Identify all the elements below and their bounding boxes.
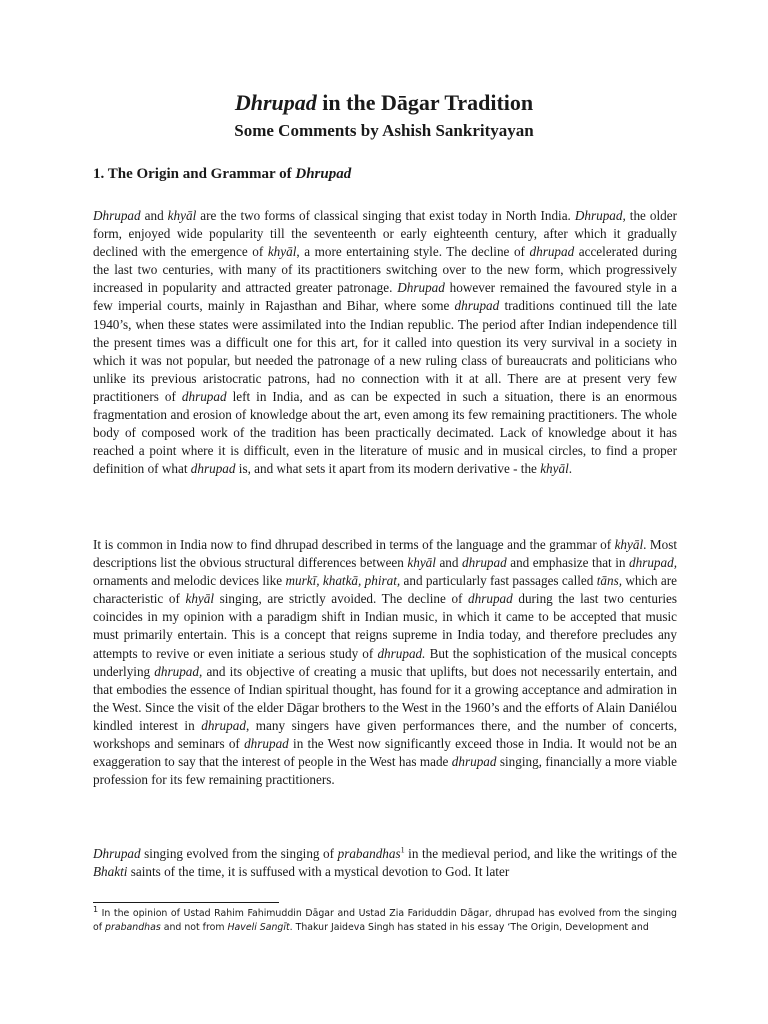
text-run: which are characteristic of (93, 573, 677, 607)
text-run: and emphasize that in (506, 555, 630, 571)
italic-term: dhrupad (181, 388, 227, 404)
section-heading-text: 1. The Origin and Grammar of (93, 166, 296, 182)
text-run: and particularly fast passages called (400, 573, 597, 589)
paragraph (93, 536, 677, 789)
text-run: accelerated during the last two centuries, with many of its practitioners switching over to the new form, which progressively increased in popularity and attracted greater patronage. (93, 244, 678, 296)
text-run: and its objective of creating a music that uplifts, but does not necessarily entertain, and that embodies the essence of Indian spiritual thought, has found for it a growing acceptance and admiration in the West. Since the visit of the elder Dāgar brothers to the West in the 1960’s and the efforts of Alain Daniélou kindled interest in (93, 663, 677, 733)
text-run: . Most descriptions list the obvious structural differences between (93, 537, 677, 571)
italic-term: tāns, (596, 573, 622, 589)
text-run: left in India, and as can be expected in such a situation, there is an enormous fragmentation and erosion of knowledge about the art, even among its few remaining practitioners. The whole body of composed work of the tradition has been practically decimated. Lack of knowledge about it has reached a point where it is difficult, even in the literature of music and in musical circles, to find a proper definition of what (93, 388, 677, 477)
italic-term: khyāl (185, 591, 215, 607)
italic-term: Dhrupad (93, 208, 141, 223)
text-run: and not from (160, 922, 228, 933)
text-run: ornaments and melodic devices like (93, 573, 286, 589)
section-heading (93, 164, 351, 184)
italic-term: khyāl (614, 537, 644, 552)
italic-term: khyāl (407, 555, 436, 571)
text-run: In the opinion of Ustad Rahim Fahimuddin Dāgar and Ustad Zia Fariduddin Dāgar, dhrupad has evolved from the singing of (93, 908, 677, 933)
text-run: singing, financially a more viable profession for its few remaining practitioners. (93, 754, 677, 788)
text-run: traditions continued till the late 1940’s, when these states were assimilated into the Indian republic. The period after Indian independence till the present times was a difficult one for this art, for it called into question its very survival in a society in which it was not popular, but needed the patronage of a new ruling class of bureaucrats and politicians who unlike its previous aristocratic patrons, had no connection with it at all. There are at present very few practitioners of (93, 298, 677, 404)
paragraph (93, 207, 677, 478)
italic-term: dhrupad (529, 244, 575, 260)
italic-term: Dhrupad (397, 280, 445, 296)
italic-term: prabandhas (105, 922, 161, 933)
italic-term: Haveli Sangīt (227, 922, 290, 933)
text-run: singing evolved from the singing of (140, 846, 338, 861)
italic-term: dhrupad, (154, 663, 203, 679)
italic-term: dhrupad (451, 754, 497, 770)
paragraph (93, 845, 677, 881)
italic-term: dhrupad (462, 555, 507, 571)
title-rest: in the Dāgar Tradition (316, 90, 534, 115)
italic-term: khyāl (267, 244, 297, 260)
title-italic: Dhrupad (234, 90, 317, 115)
italic-term: khyāl (540, 461, 569, 477)
text-run: and (140, 208, 168, 223)
text-run: and (435, 555, 463, 571)
footnote-divider (93, 902, 279, 903)
italic-term: dhrupad (468, 591, 513, 607)
italic-term: dhrupad. (377, 645, 426, 661)
italic-term: murkī, khatkā, phirat, (285, 573, 401, 589)
text-run: . (568, 461, 573, 477)
document-title (0, 89, 768, 117)
italic-term: khyāl (167, 208, 197, 223)
text-run: in the medieval period, and like the writings of the (404, 846, 677, 861)
italic-term: dhrupad (201, 717, 246, 733)
text-run: in the West now significantly exceed those in India. It would not be an exaggeration to say that the interest of people in the West has made (93, 736, 677, 770)
text-run: are the two forms of classical singing that exist today in North India. (196, 208, 575, 223)
text-run: It is common in India now to find dhrupad described in terms of the language and the grammar of (93, 537, 615, 552)
text-run: But the sophistication of the musical concepts underlying (93, 645, 677, 679)
text-run: . Thakur Jaideva Singh has stated in his essay ‘The Origin, Development and (289, 922, 649, 933)
text-run: , a more entertaining style. The decline of (296, 244, 530, 260)
italic-term: dhrupad, (629, 555, 678, 571)
italic-term: Bhakti (93, 864, 128, 880)
footnote-marker: 1 (400, 845, 405, 855)
text-run: during the last two centuries coincides in my opinion with a paradigm shift in Indian music, in which it came to be accepted that music must primarily entertain. This is a concept that reigns supreme in India today, and therefore precludes any attempts to revive or even initiate a serious study of (93, 591, 677, 661)
text-run: the older form, enjoyed wide popularity till the seventeenth or early eighteenth century, after which it gradually declined with the emergence of (93, 208, 677, 260)
text-run: singing, are strictly avoided. The decline of (214, 591, 469, 607)
italic-term: dhrupad (190, 461, 236, 477)
italic-term: Dhrupad, (574, 208, 626, 223)
text-run: saints of the time, it is suffused with a mystical devotion to God. It later (127, 864, 510, 880)
italic-term: prabandhas (337, 846, 401, 861)
italic-term: dhrupad (454, 298, 500, 314)
text-run: , many singers have given performances there, and the number of concerts, workshops and seminars of (93, 717, 677, 752)
text-run: however remained the favoured style in a few imperial courts, mainly in Rajasthan and Bihar, where some (93, 280, 677, 314)
document-subtitle: Some Comments by Ashish Sankrityayan (234, 121, 534, 140)
italic-term: dhrupad (244, 736, 289, 752)
footnote (93, 904, 677, 935)
italic-term: Dhrupad (93, 846, 141, 861)
text-run: is, and what sets it apart from its modern derivative - the (235, 461, 541, 477)
footnote-marker: 1 (93, 904, 99, 914)
section-heading-italic: Dhrupad (295, 166, 352, 182)
